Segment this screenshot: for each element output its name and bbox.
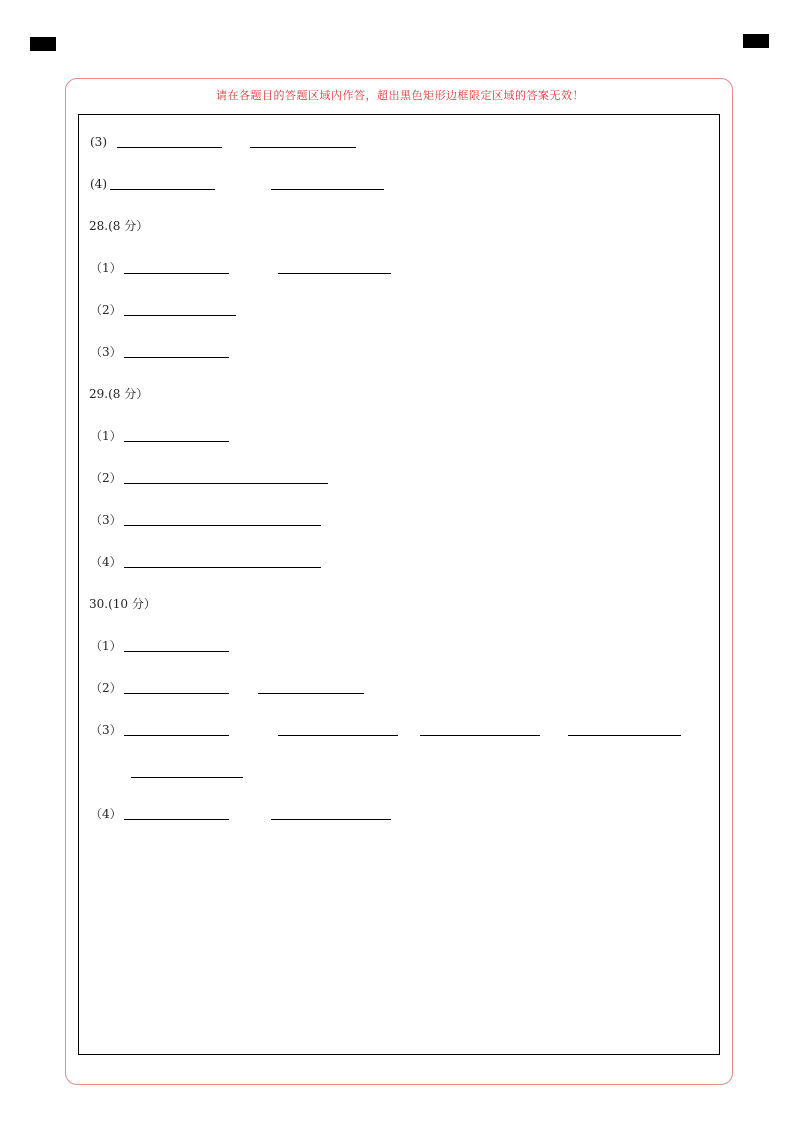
item-label: （4） [90, 555, 122, 569]
item-label: （2） [90, 471, 122, 485]
answer-blank[interactable] [124, 651, 229, 652]
item-label: (3) [90, 135, 107, 149]
answer-blank[interactable] [278, 735, 398, 736]
answer-blank[interactable] [124, 819, 229, 820]
answer-blank[interactable] [420, 735, 540, 736]
answer-blank[interactable] [124, 273, 229, 274]
answer-blank[interactable] [124, 693, 229, 694]
item-label: （1） [90, 261, 122, 275]
item-label: （2） [90, 303, 122, 317]
answer-blank[interactable] [110, 189, 215, 190]
alignment-marker-left [30, 37, 56, 51]
answer-blank[interactable] [258, 693, 364, 694]
item-label: （3） [90, 345, 122, 359]
answer-area-notice: 请在各题目的答题区域内作答，超出黑色矩形边框限定区域的答案无效！ [216, 89, 584, 102]
answer-blank[interactable] [124, 357, 229, 358]
item-label: （4） [90, 807, 122, 821]
alignment-marker-right [743, 34, 769, 48]
answer-blank[interactable] [271, 819, 391, 820]
answer-blank[interactable] [124, 735, 229, 736]
answer-blank[interactable] [117, 147, 222, 148]
answer-blank[interactable] [124, 483, 328, 484]
item-label: （2） [90, 681, 122, 695]
item-label: （1） [90, 429, 122, 443]
answer-blank[interactable] [124, 441, 229, 442]
item-label: （3） [90, 513, 122, 527]
answer-blank[interactable] [131, 777, 243, 778]
question-heading-29: 29.(8 分） [89, 387, 149, 401]
question-heading-30: 30.(10 分） [89, 597, 156, 611]
answer-blank[interactable] [271, 189, 384, 190]
answer-blank[interactable] [124, 525, 321, 526]
answer-blank[interactable] [124, 567, 321, 568]
item-label: (4) [90, 177, 107, 191]
question-heading-28: 28.(8 分） [89, 219, 149, 233]
answer-blank[interactable] [124, 315, 236, 316]
answer-blank[interactable] [568, 735, 681, 736]
answer-area-frame [78, 114, 720, 1055]
answer-blank[interactable] [250, 147, 356, 148]
answer-blank[interactable] [278, 273, 391, 274]
item-label: （1） [90, 639, 122, 653]
item-label: （3） [90, 723, 122, 737]
